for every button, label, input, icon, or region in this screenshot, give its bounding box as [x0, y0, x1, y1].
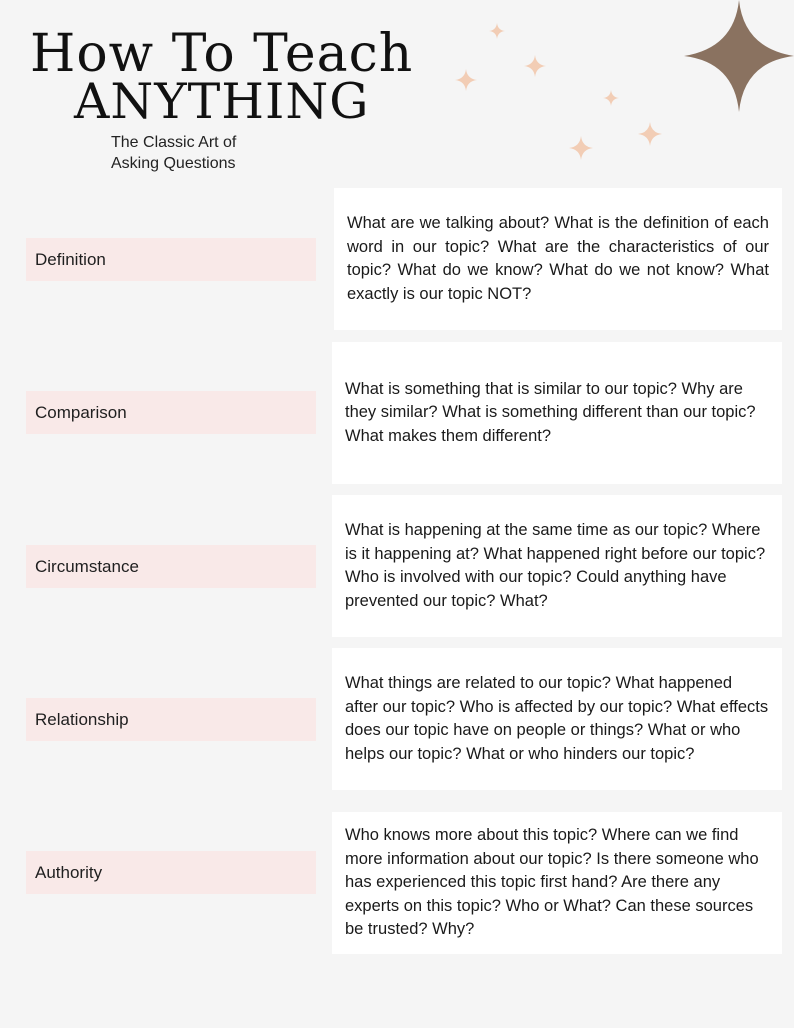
sparkle-icon [489, 23, 505, 39]
section-card-relationship [332, 648, 782, 790]
subtitle [111, 132, 331, 174]
section-label-text: Circumstance [35, 556, 139, 576]
section-label-text: Definition [35, 249, 106, 269]
section-label-definition [26, 238, 316, 281]
section-label-text: Relationship [35, 709, 129, 729]
section-card-authority [332, 812, 782, 954]
sparkle-icon [524, 55, 546, 77]
subtitle-line-2: Asking Questions [111, 155, 236, 172]
section-label-authority [26, 851, 316, 894]
section-text: What things are related to our topic? What happened after our topic? Who is affected by our topic? What effects does our topic have on people or things? What or who helps our topic? What or who hinders our topic? [345, 674, 769, 763]
section-text: What is something that is similar to our topic? Why are they similar? What is something different than our topic? What makes them different? [345, 379, 756, 445]
section-text: What are we talking about? What is the definition of each word in our topic? What are the characteristics of our topic? What do we know? What do we not know? What exactly is our topic NOT? [347, 214, 769, 303]
section-card-comparison [332, 342, 782, 484]
section-text: What is happening at the same time as our topic? Where is it happening at? What happened right before our topic? Who is involved with our topic? Could anything have prevented our topic? What? [345, 521, 766, 610]
section-label-text: Comparison [35, 402, 127, 422]
subtitle-line-1: The Classic Art of [111, 134, 237, 151]
section-label-text: Authority [35, 862, 103, 882]
title-line-1: How To Teach [30, 24, 414, 84]
section-card-circumstance [332, 495, 782, 637]
section-label-comparison [26, 391, 316, 434]
section-card-definition [334, 188, 782, 330]
sparkle-icon [638, 122, 662, 146]
title-line-2: ANYTHING [74, 73, 370, 130]
sparkle-icon [603, 90, 619, 106]
section-label-circumstance [26, 545, 316, 588]
sparkle-icon [569, 136, 593, 160]
sparkle-icon [455, 69, 477, 91]
section-label-relationship [26, 698, 316, 741]
section-text: Who knows more about this topic? Where can we find more information about our topic? Is there someone who has experienced this topic first hand? Are there any experts on this topic? Who or What? Can these sources be trusted? Why? [345, 826, 759, 939]
four-point-star-icon [684, 0, 794, 112]
